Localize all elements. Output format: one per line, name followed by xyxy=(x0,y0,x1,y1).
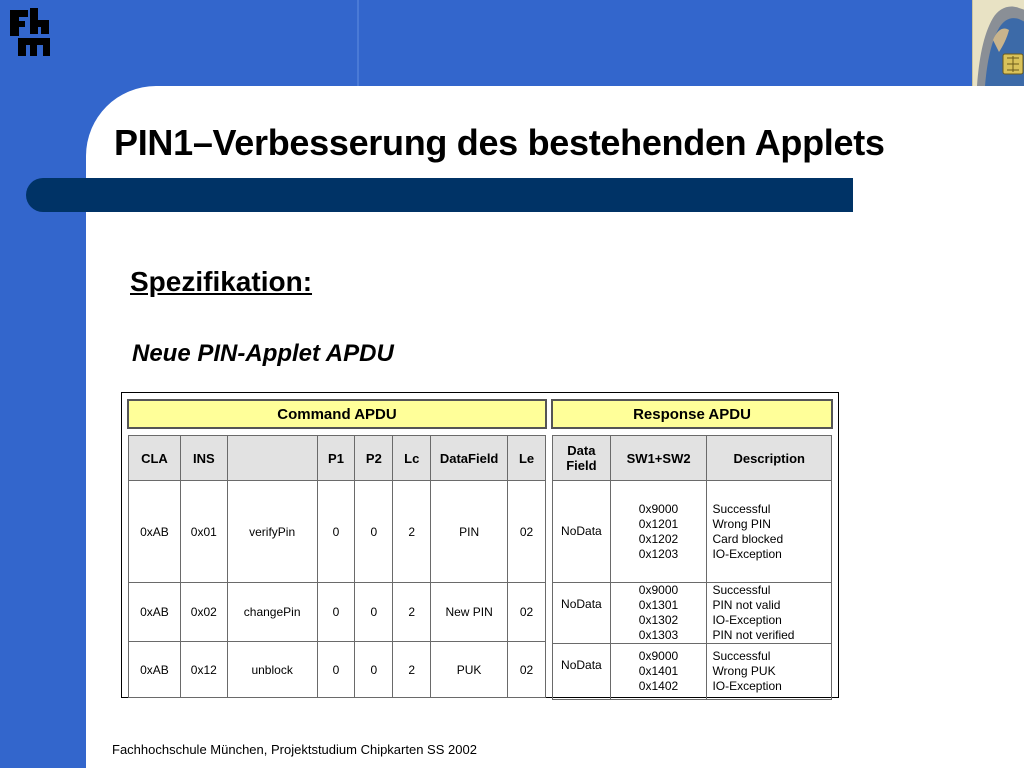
table-cell: 0 xyxy=(317,481,355,583)
table-cell: 2 xyxy=(393,481,431,583)
header-divider xyxy=(357,0,359,86)
status-code: 0x1302 xyxy=(638,613,679,627)
table-cell: 02 xyxy=(508,642,546,698)
table-cell: 0 xyxy=(355,583,393,642)
status-description: IO-Exception xyxy=(712,679,782,693)
table-cell: NoData xyxy=(553,644,611,700)
table-cell: 0xAB xyxy=(129,583,181,642)
column-header: INS xyxy=(180,436,227,481)
status-code: 0x1201 xyxy=(638,516,679,531)
slide-footer: Fachhochschule München, Projektstudium Chipkarten SS 2002 xyxy=(112,742,477,757)
status-code: 0x1303 xyxy=(638,628,679,642)
subheading: Neue PIN-Applet APDU xyxy=(132,340,394,367)
apdu-table-figure xyxy=(121,392,839,698)
column-header: DataField xyxy=(431,436,508,481)
response-apdu-header: Response APDU xyxy=(551,399,833,429)
table-cell: PUK xyxy=(431,642,508,698)
column-header: SW1+SW2 xyxy=(610,436,707,481)
table-cell: 0 xyxy=(317,642,355,698)
table-cell: NoData xyxy=(553,583,611,644)
table-cell: 0xAB xyxy=(129,642,181,698)
column-header: P2 xyxy=(355,436,393,481)
description-cell xyxy=(707,644,832,700)
table-row xyxy=(129,481,546,583)
description-cell xyxy=(707,583,832,644)
table-row xyxy=(129,583,546,642)
status-code: 0x1301 xyxy=(638,598,679,612)
table-row xyxy=(553,583,832,644)
status-description: Wrong PIN xyxy=(712,516,771,531)
table-row xyxy=(553,644,832,700)
table-cell: NoData xyxy=(553,481,611,583)
status-code: 0x9000 xyxy=(638,501,679,516)
status-description: IO-Exception xyxy=(712,613,782,627)
table-cell: 02 xyxy=(508,481,546,583)
column-header: Data Field xyxy=(553,436,611,481)
slide-title: PIN1–Verbesserung des bestehenden Applets xyxy=(114,122,885,163)
status-description: Successful xyxy=(712,649,771,663)
status-description: IO-Exception xyxy=(712,546,782,561)
status-code-cell xyxy=(610,644,707,700)
table-cell: 0 xyxy=(355,642,393,698)
status-code: 0x9000 xyxy=(638,649,679,663)
title-underline-bar xyxy=(26,178,853,212)
table-cell: changePin xyxy=(227,583,317,642)
table-cell: 0x12 xyxy=(180,642,227,698)
status-code: 0x1401 xyxy=(638,664,679,678)
column-header: Lc xyxy=(393,436,431,481)
status-code-cell xyxy=(610,481,707,583)
table-cell: 0xAB xyxy=(129,481,181,583)
section-heading: Spezifikation: xyxy=(130,266,313,297)
table-cell: 0x02 xyxy=(180,583,227,642)
status-description: Successful xyxy=(712,501,771,516)
command-apdu-header: Command APDU xyxy=(127,399,547,429)
column-header: P1 xyxy=(317,436,355,481)
command-header-row xyxy=(129,436,546,481)
description-cell xyxy=(707,481,832,583)
response-apdu-table xyxy=(552,435,832,700)
status-description: Card blocked xyxy=(712,531,784,546)
table-cell: verifyPin xyxy=(227,481,317,583)
table-cell: 2 xyxy=(393,642,431,698)
response-header-row xyxy=(553,436,832,481)
table-cell: 0x01 xyxy=(180,481,227,583)
status-code: 0x1202 xyxy=(638,531,679,546)
column-header xyxy=(227,436,317,481)
column-header: Description xyxy=(707,436,832,481)
table-cell: unblock xyxy=(227,642,317,698)
column-header: Le xyxy=(508,436,546,481)
status-description: PIN not valid xyxy=(712,598,781,612)
status-description: PIN not verified xyxy=(712,628,795,642)
chip-card-portrait-image xyxy=(972,0,1024,86)
table-cell: 2 xyxy=(393,583,431,642)
table-row xyxy=(553,481,832,583)
status-description: Successful xyxy=(712,583,771,597)
status-code-cell xyxy=(610,583,707,644)
column-header: CLA xyxy=(129,436,181,481)
table-cell: 0 xyxy=(317,583,355,642)
status-code: 0x1203 xyxy=(638,546,679,561)
table-cell: PIN xyxy=(431,481,508,583)
table-row xyxy=(129,642,546,698)
status-code: 0x1402 xyxy=(638,679,679,693)
command-apdu-table xyxy=(128,435,546,698)
table-cell: 0 xyxy=(355,481,393,583)
table-cell: 02 xyxy=(508,583,546,642)
fhm-logo-icon xyxy=(8,6,54,58)
status-code: 0x9000 xyxy=(638,583,679,597)
table-cell: New PIN xyxy=(431,583,508,642)
status-description: Wrong PUK xyxy=(712,664,776,678)
